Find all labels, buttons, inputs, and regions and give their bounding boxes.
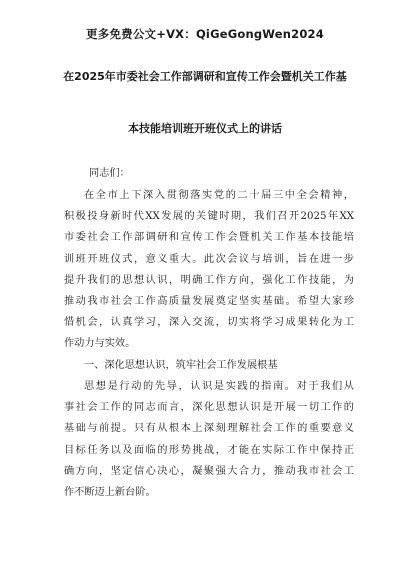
paragraph-line: 目标任务以及面临的形势挑战，才能在实际工作中保持正	[64, 444, 354, 456]
paragraph-line: 事社会工作的同志而言，深化思想认识是开展一切工作的	[64, 402, 354, 414]
section-heading-text: 一、深化思想认识，筑牢社会工作发展根基	[84, 360, 278, 371]
section-1-heading	[64, 355, 354, 376]
paragraph-line: 推动我市社会工作高质量发展奠定坚实基础。希望大家珍	[64, 295, 354, 307]
paragraph-2	[64, 376, 354, 503]
paragraph-line: 惜机会，认真学习，深入交流，切实将学习成果转化为工	[64, 317, 354, 329]
speech-title-line-1: 在2025年市委社会工作部调研和宣传工作会暨机关工作基	[63, 70, 347, 83]
paragraph-1	[64, 185, 354, 355]
paragraph-line: 基础与前提。只有从根本上深刻理解社会工作的重要意义	[64, 423, 354, 435]
paragraph-line: 作不断迈上新台阶。	[64, 486, 156, 498]
paragraph-line: 市委社会工作部调研和宣传工作会暨机关工作基本技能培	[64, 232, 354, 244]
salutation: 同志们：	[89, 168, 130, 179]
paragraph-line: 思想是行动的先导，认识是实践的指南。对于我们从	[84, 381, 354, 392]
speech-title-line-2: 本技能培训班开班仪式上的讲话	[128, 122, 282, 135]
paragraph-line: 训班开班仪式，意义重大。此次会议与培训，旨在进一步	[64, 253, 354, 265]
paragraph-line: 提升我们的思想认识，明确工作方向，强化工作技能，为	[64, 274, 354, 286]
paragraph-line: 在全市上下深入贯彻落实党的二十届三中全会精神，	[84, 190, 354, 201]
paragraph-line: 积极投身新时代XX发展的关键时期，我们召开2025年XX	[64, 211, 354, 223]
paragraph-line: 作动力与实效。	[64, 338, 136, 350]
page-header: 更多免费公文+VX：QiGeGongWen2024	[86, 27, 324, 41]
paragraph-line: 确方向，坚定信心决心，凝聚强大合力，推动我市社会工	[64, 465, 354, 477]
